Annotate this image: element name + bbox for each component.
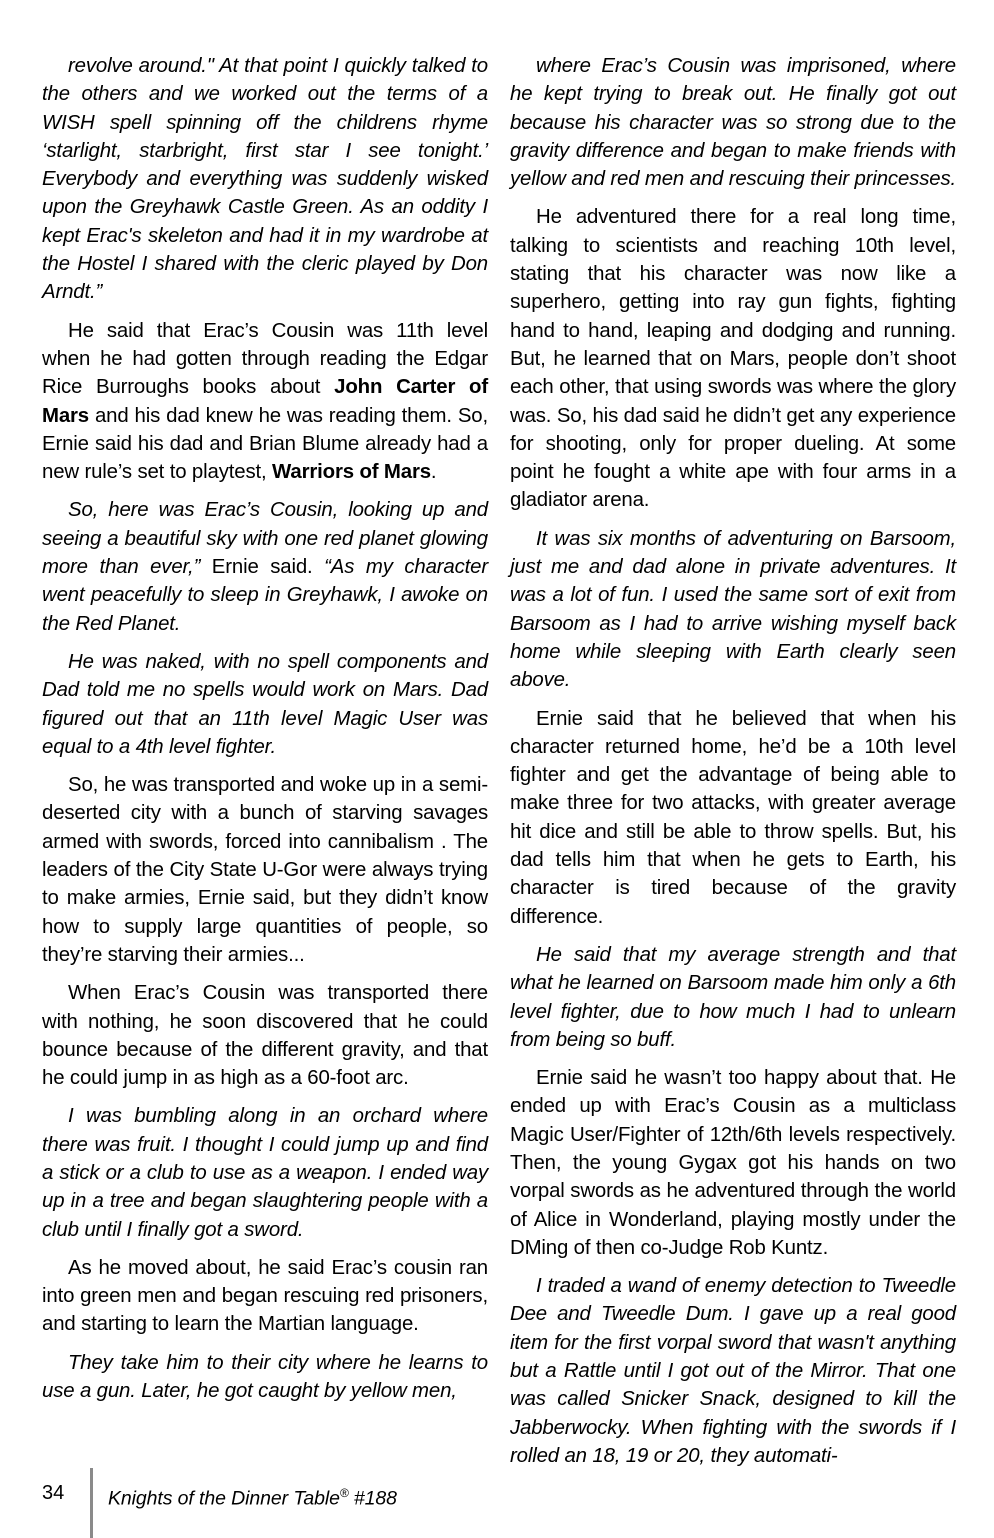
- paragraph: [42, 317, 488, 487]
- paragraph: He was naked, with no spell components and Dad told me no spells would work on Mars. Dad figured out that an 11th level Magic User was equal to a 4th level fighter.: [42, 650, 488, 758]
- footer-publication-title: [108, 1468, 397, 1512]
- paragraph: revolve around." At that point I quickly talked to the others and we worked out the terms of a WISH spell spinning off the childrens rhyme ‘starlight, starbright, first star I see tonight.’ Everybody and everything was suddenly wisked upon the Greyhawk Castle Green. As an oddity I kept Erac's skeleton and had it in my wardrobe at the Hostel I shared with the cleric played by Don Arndt.”: [42, 55, 488, 304]
- text-run: “As my character went peacefully to sleep in Greyhawk, I awoke on the Red Planet.: [42, 556, 488, 635]
- two-column-text-body: [42, 52, 957, 1467]
- text-run: .: [430, 461, 437, 484]
- right-text-column: [510, 52, 957, 1467]
- paragraph: Ernie said that he believed that when his character returned home, he’d be a 10th level fighter and get the advantage of being able to make three for two attacks, with greater average hit dice and still be able to throw spells. But, his dad tells him that when he gets to Earth, his character is tired because of the gravity difference.: [510, 707, 956, 928]
- paragraph: where Erac’s Cousin was imprisoned, where he kept trying to break out. He finally got out because his character was so strong due to the gravity difference and began to make friends with yellow and red men and rescuing their princesses.: [510, 55, 957, 191]
- page-footer: [42, 1468, 956, 1538]
- left-text-column: [42, 52, 488, 1432]
- paragraph: He said that my average strength and that what he learned on Barsoom made him only a 6th level fighter, due to how much I had to unlearn from being so buff.: [510, 943, 956, 1051]
- footer-title-text: Knights of the Dinner Table: [108, 1487, 340, 1510]
- text-run: He said that Erac’s Cousin was 11th level when he had gotten through reading the Edgar Rice Burroughs books about: [42, 319, 488, 399]
- footer-divider-rule: [90, 1468, 93, 1538]
- paragraph: It was six months of adventuring on Barsoom, just me and dad alone in private adventures. It was a lot of fun. I used the same sort of exit from Barsoom as I had to arrive wishing myself back home while sleeping with Earth clearly seen above.: [510, 527, 956, 692]
- footer-issue-number: #188: [348, 1487, 397, 1510]
- registered-trademark-icon: ®: [339, 1486, 349, 1500]
- attribution-ernie-said: Ernie said.: [211, 556, 313, 579]
- paragraph: They take him to their city where he learns to use a gun. Later, he got caught by yellow men,: [42, 1351, 488, 1403]
- paragraph: He adventured there for a real long time, talking to scientists and reaching 10th level, stating that his character was now like a superhero, getting into ray gun fights, fighting hand to hand, leaping and dodging and running. But, he learned that on Mars, people don’t shoot each other, that using swords was where the glory was. So, his dad said he didn’t get any experience for shooting, only for proper dueling. At some point he fought a white ape with four arms in a gladiator arena.: [510, 206, 956, 512]
- paragraph: [42, 496, 488, 637]
- bold-title-john-carter-of-mars: John Carter of Mars: [42, 376, 488, 427]
- text-run: So, here was Erac’s Cousin, looking up and seeing a beautiful sky with one red planet glowing more than ever,”: [42, 499, 488, 579]
- paragraph: So, he was transported and woke up in a semi-deserted city with a bunch of starving savages armed with swords, forced into cannibalism . The leaders of the City State U-Gor were always trying to make armies, Ernie said, but they didn’t know how to supply large quantities of people, so they’re starving their armies...: [42, 774, 488, 966]
- text-run: and his dad knew he was reading them. So, Ernie said his dad and Brian Blume already had a new rule’s set to playtest,: [42, 404, 488, 484]
- paragraph: As he moved about, he said Erac’s cousin ran into green men and began rescuing red prisoners, and starting to learn the Martian language.: [42, 1256, 488, 1336]
- footer-page-number: 34: [42, 1482, 65, 1504]
- paragraph: I traded a wand of enemy detection to Tweedle Dee and Tweedle Dum. I gave up a real good item for the first vorpal sword that wasn't anything but a Rattle until I got out of the Mirror. That one was called Snicker Snack, designed to kill the Jabberwocky. When fighting with the swords if I rolled an 18, 19 or 20, they automati-: [510, 1275, 956, 1467]
- bold-title-warriors-of-mars: Warriors of Mars: [272, 461, 431, 484]
- paragraph: Ernie said he wasn’t too happy about that. He ended up with Erac’s Cousin as a multiclass Magic User/Fighter of 12th/6th levels respectively. Then, the young Gygax got his hands on two vorpal swords as he adventured through the world of Alice in Wonderland, playing mostly under the DMing of then co-Judge Rob Kuntz.: [510, 1067, 956, 1259]
- paragraph: When Erac’s Cousin was transported there with nothing, he soon discovered that he could bounce because of the different gravity, and that he could jump in as high as a 60-foot arc.: [42, 982, 488, 1090]
- paragraph: I was bumbling along in an orchard where there was fruit. I thought I could jump up and find a stick or a club to use as a weapon. I ended way up in a tree and began slaughtering people with a club until I finally got a sword.: [42, 1105, 488, 1241]
